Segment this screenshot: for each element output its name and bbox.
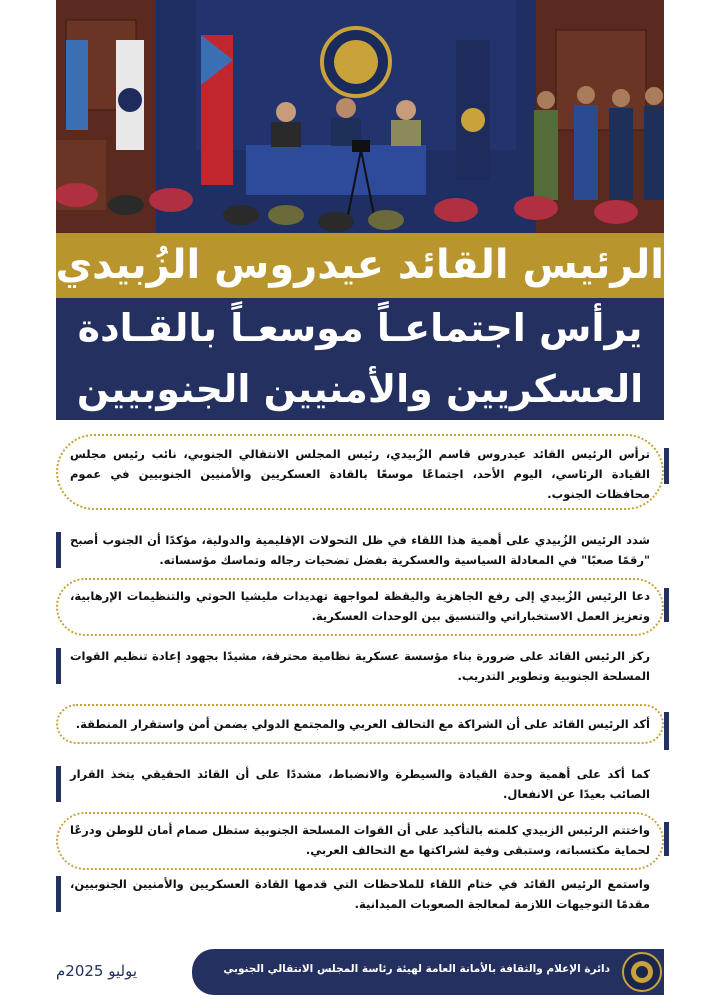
accent-bar <box>664 448 669 484</box>
paragraph-1 <box>56 444 664 504</box>
headline-line-1: الرئيس القائد عيدروس الزُبيدي <box>56 233 664 298</box>
paragraph-4-text: ركز الرئيس القائد على ضرورة بناء مؤسسة عسكرية نظامية محترفة، مشيدًا بجهود إعادة تنظيم القوات المسلحة الجنوبية وتطوير التدريب. <box>70 649 650 683</box>
paragraph-5-text: أكد الرئيس القائد على أن الشراكة مع التحالف العربي والمجتمع الدولي يضمن أمن واستقرار المنطقة. <box>75 717 650 731</box>
paragraph-2-text: شدد الرئيس الزُبيدي على أهمية هذا اللقاء في ظل التحولات الإقليمية والدولية، مؤكدًا أن الجنوب أصبح "رقمًا صعبًا" في المعادلة السياسية والعسكرية بفضل تضحيات رجاله وتماسك مؤسساته. <box>70 533 650 567</box>
headline-line-3: العسكريين والأمنيين الجنوبيين <box>76 367 644 411</box>
paragraph-6 <box>56 764 664 804</box>
paragraph-8 <box>56 874 664 914</box>
paragraph-6-text: كما أكد على أهمية وحدة القيادة والسيطرة والانضباط، مشددًا على أن القائد الحقيقي يتخذ القرار الصائب بعيدًا عن الانفعال. <box>70 767 650 801</box>
accent-bar <box>664 822 669 856</box>
meeting-photo <box>56 0 664 233</box>
paragraph-4 <box>56 646 664 686</box>
paragraph-1-text: ترأس الرئيس القائد عيدروس قاسم الزُبيدي، رئيس المجلس الانتقالي الجنوبي، نائب رئيس مجلس القيادة الرئاسي، اليوم الأحد، اجتماعًا موسعًا بالقادة العسكريين والأمنيين الجنوبيين في عموم محافظات الجنوب. <box>70 447 650 501</box>
publication-date: يوليو 2025م <box>56 962 138 980</box>
paragraph-7 <box>56 820 664 860</box>
paragraph-8-text: واستمع الرئيس القائد في ختام اللقاء للملاحظات التي قدمها القادة العسكريين والأمنيين الجنوبيين، مقدمًا التوجيهات اللازمة لمعالجة الصعوبات الميدانية. <box>70 877 650 911</box>
headline-line-2: يرأس اجتماعـاً موسعـاً بالقـادة <box>77 306 643 350</box>
accent-bar <box>664 588 669 622</box>
headline-box <box>56 298 664 420</box>
footer-credit: دائرة الإعلام والثقافة بالأمانة العامة لهيئة رئاسة المجلس الانتقالي الجنوبي <box>223 963 610 975</box>
paragraph-3-text: دعا الرئيس الزُبيدي إلى رفع الجاهزية واليقظة لمواجهة تهديدات مليشيا الحوثي والتنظيمات الإرهابية، وتعزيز العمل الاستخباراتي والتنسيق بين الوحدات العسكرية. <box>70 589 650 623</box>
paragraph-2 <box>56 530 664 570</box>
paragraph-3 <box>56 586 664 626</box>
paragraph-7-text: واختتم الرئيس الزبيدي كلمته بالتأكيد على أن القوات المسلحة الجنوبية ستظل صمام أمان للوطن ودرعًا لحماية مكتسباته، وستبقى وفية لشراكتها مع التحالف العربي. <box>70 823 650 857</box>
accent-bar <box>664 712 669 750</box>
paragraph-5 <box>56 714 664 734</box>
council-emblem-icon <box>622 952 662 992</box>
